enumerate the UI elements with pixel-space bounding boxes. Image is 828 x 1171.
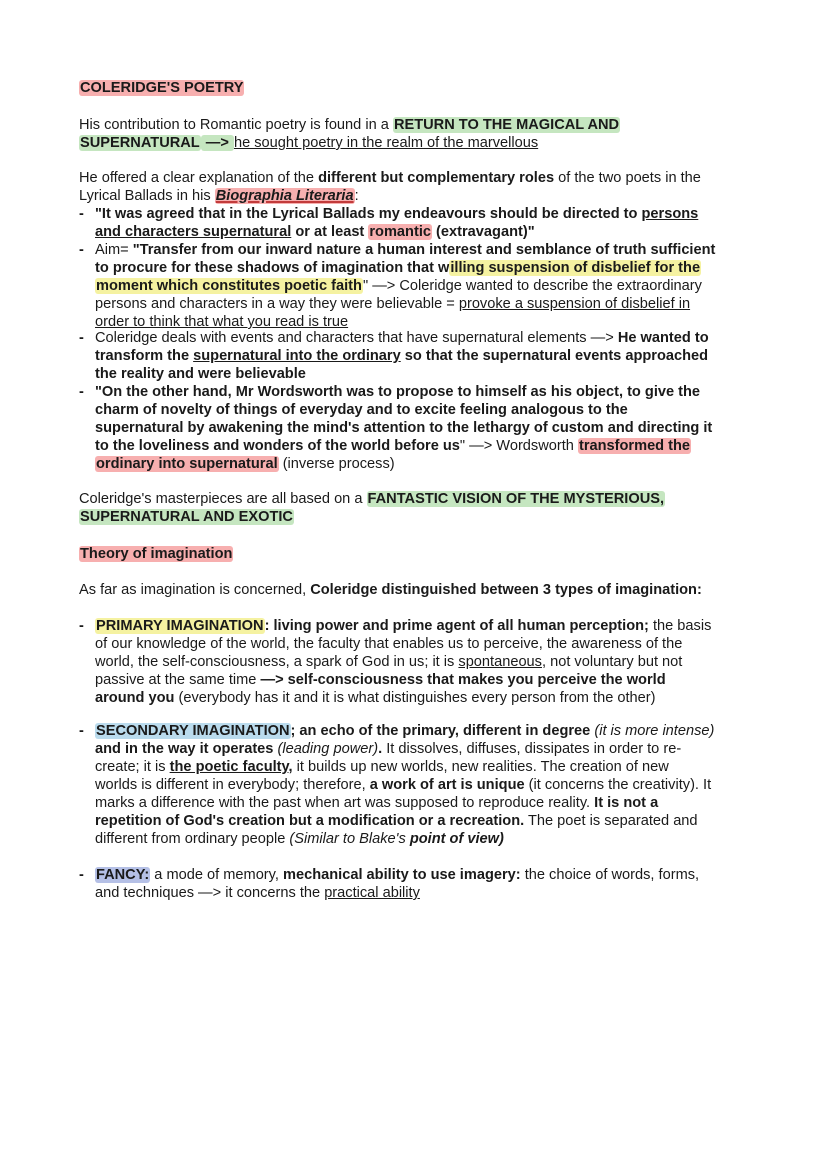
bullet-dash: - (79, 618, 84, 634)
types-paragraph: As far as imagination is concerned, Coleridge distinguished between 3 types of imagination: (79, 582, 702, 598)
list-item-primary: PRIMARY IMAGINATION: living power and prime agent of all human perception; the basis of our knowledge of the world, the faculty that enables us to perceive, the awareness of the world, the self-consciousness, a spark of God in us; it is spontaneous, not voluntary but not passive at the same time —> self-consciousness that makes you perceive the world around you (everybody has it and it is what distinguishes every person from the other) (95, 618, 712, 706)
bullet-dash: - (79, 330, 84, 346)
bullet-dash: - (79, 867, 84, 883)
list-item: "It was agreed that in the Lyrical Ballads my endeavours should be directed to persons and characters supernatural or at least romantic (extravagant)" (95, 206, 699, 240)
list-item: Coleridge deals with events and characters that have supernatural elements —> He wanted to transform the supernatural into the ordinary so that the supernatural events approached the reality and were believable (95, 330, 709, 382)
list-item-secondary: SECONDARY IMAGINATION; an echo of the primary, different in degree (it is more intense) and in the way it operates (leading power). It dissolves, diffuses, dissipates in order to re- create; it is the poetic faculty, it builds up new worlds, new realities. The creation of new worlds is different in everybody; therefore, a work of art is unique (it concerns the creativity). It marks a difference with the past when art was supposed to reproduce reality. It is not a repetition of God's creation but a modification or a recreation. The poet is separated and different from ordinary people (Similar to Blake's point of view) (95, 723, 715, 847)
section-heading: Theory of imagination (80, 546, 233, 562)
bullet-dash: - (79, 206, 84, 222)
list-item: Aim= "Transfer from our inward nature a human interest and semblance of truth sufficient to procure for these shadows of imagination that willing suspension of disbelief for the moment which constitutes poetic faith" —> Coleridge wanted to describe the extraordinary persons and characters in a way they were believable = provoke a suspension of disbelief in order to think that what you read is true (95, 242, 716, 330)
masterpieces-paragraph: Coleridge's masterpieces are all based on a FANTASTIC VISION OF THE MYSTERIOUS, SUPERNATURAL AND EXOTIC (79, 491, 665, 525)
bullet-dash: - (79, 242, 84, 258)
page-title: COLERIDGE'S POETRY (80, 80, 244, 96)
bullet-dash: - (79, 384, 84, 400)
bullet-dash: - (79, 723, 84, 739)
intro-paragraph: His contribution to Romantic poetry is found in a RETURN TO THE MAGICAL AND SUPERNATURAL —> he sought poetry in the realm of the marvellous (79, 117, 620, 151)
offer-paragraph: He offered a clear explanation of the different but complementary roles of the two poets in the Lyrical Ballads in his Biographia Literaria: (79, 170, 701, 204)
list-item-fancy: FANCY: a mode of memory, mechanical ability to use imagery: the choice of words, forms, and techniques —> it concerns the practical ability (95, 867, 700, 901)
list-item: "On the other hand, Mr Wordsworth was to propose to himself as his object, to give the charm of novelty of things of everyday and to excite feeling analogous to the supernatural by awakening the mind's attention to the lethargy of custom and directing it to the loveliness and wonders of the world before us" —> Wordsworth transformed the ordinary into supernatural (inverse process) (95, 384, 713, 472)
